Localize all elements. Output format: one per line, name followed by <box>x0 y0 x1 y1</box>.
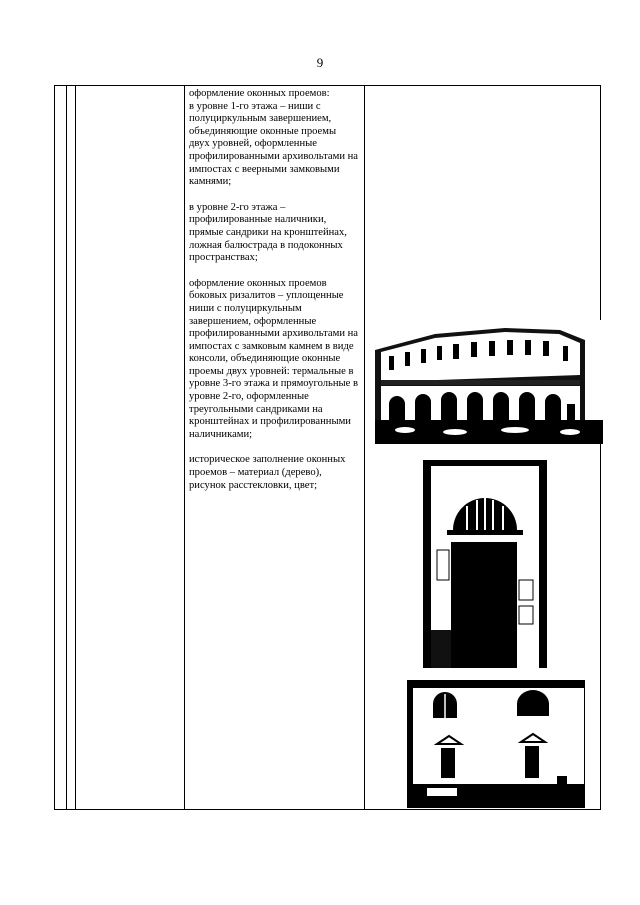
facade-photo <box>375 320 603 444</box>
arched-niche-photo <box>423 460 547 668</box>
table-column-divider <box>364 86 365 809</box>
table-column-divider <box>184 86 185 809</box>
photos-cell <box>367 86 601 810</box>
paragraph-windows-first-floor: оформление оконных проемов: в уровне 1-го этажа – ниши с полуциркульным завершением, объединяющие оконные проемы двух уровней, оформленные профилированными архивольтами на импостах с веерными замковыми камнями; <box>189 88 359 188</box>
table-column-divider <box>66 86 67 809</box>
document-table <box>54 85 601 810</box>
paragraph-side-risalits: оформление оконных проемов боковых ризалитов – уплощенные ниши с полуциркульным завершением, оформленные профилированными архивольтами на импостах с замковым камнем в виде консоли, объединяющие оконные проемы двух уровней: термальные в уровне 3-го этажа и прямоугольные в уровне 2-го, оформленные треугольными сандриками на кронштейнах и профилированными наличниками; <box>189 277 359 440</box>
table-column-divider <box>75 86 76 809</box>
page-number: 9 <box>316 55 324 70</box>
paragraph-windows-second-floor: в уровне 2-го этажа – профилированные наличники, прямые сандрики на кронштейнах, ложная балюстрада в подоконных пространствах; <box>189 201 347 264</box>
paragraph-historic-fill: историческое заполнение оконных проемов – материал (дерево), рисунок расстекловки, цвет; <box>189 454 346 491</box>
arched-windows-photo <box>407 680 585 808</box>
description-cell <box>189 88 359 505</box>
